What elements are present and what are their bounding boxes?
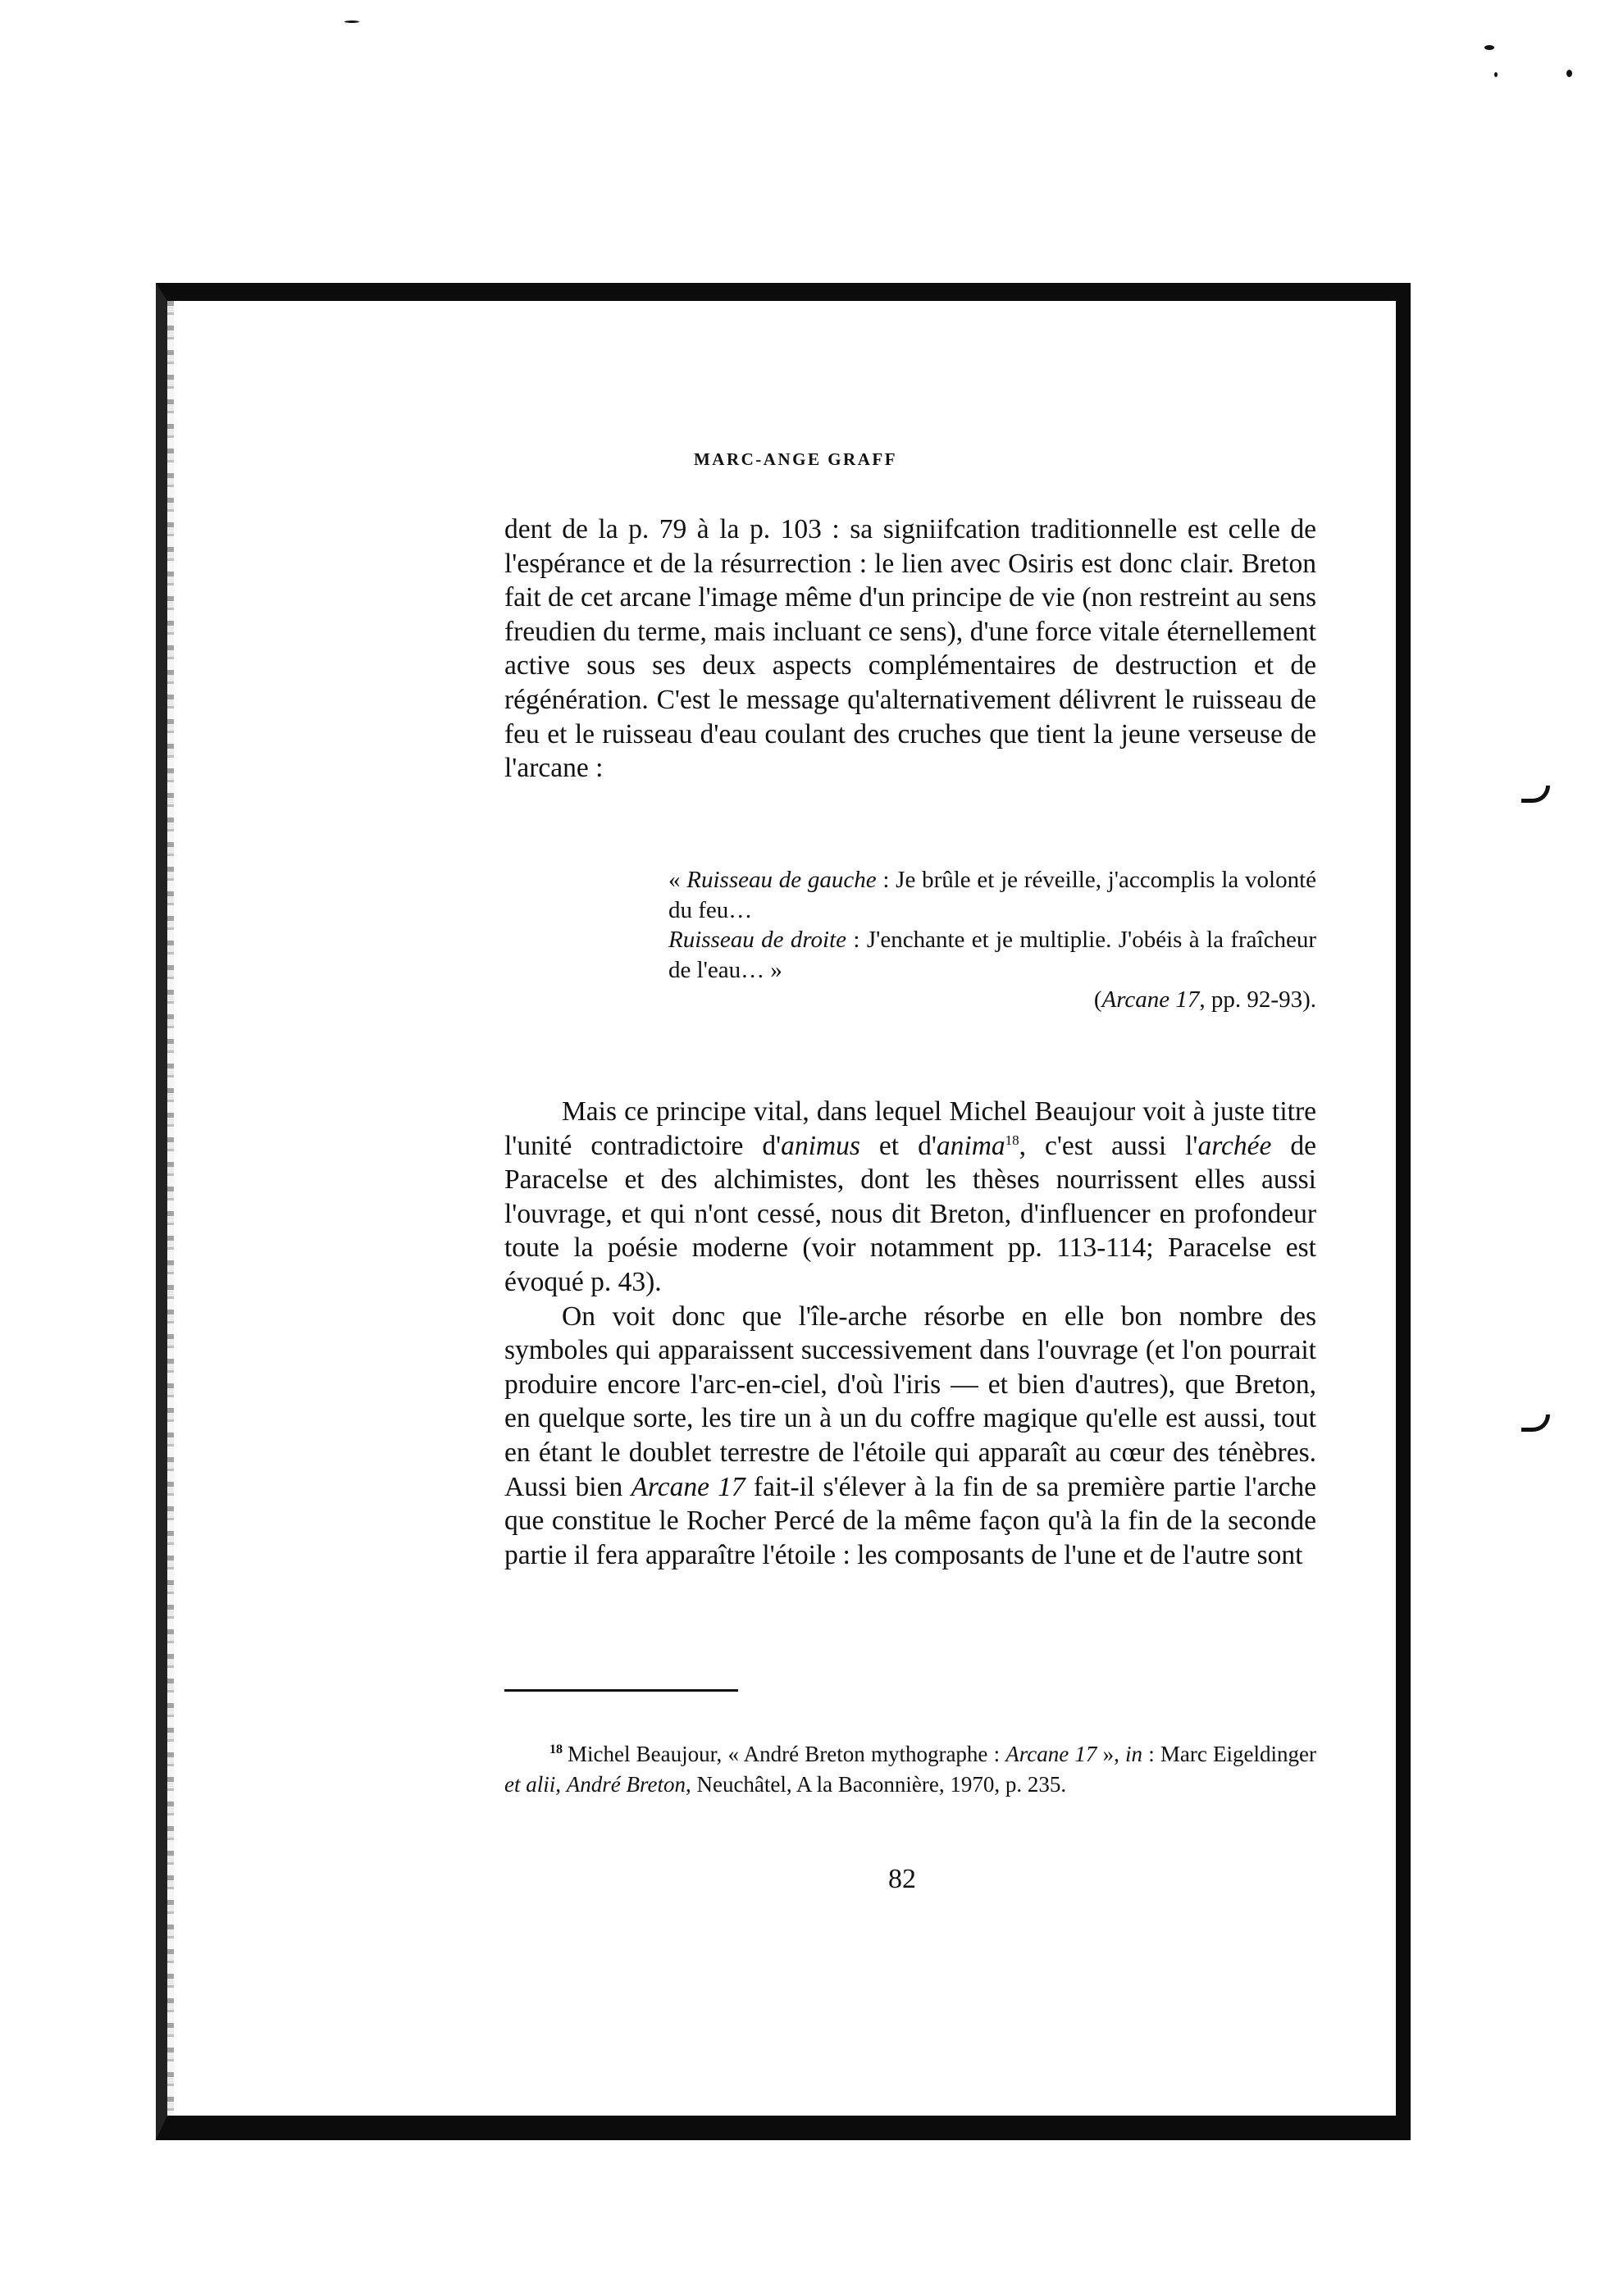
footnote-rule [504, 1689, 738, 1692]
quote-line: « Ruisseau de gauche : Je brûle et je réveille, j'accomplis la volonté du feu… [668, 867, 1317, 923]
paragraph-text: dent de la p. 79 à la p. 103 : sa signiifcation traditionnelle est celle de l'espérance et de la résurrection : le lien avec Osiris est donc clair. Breton fait de cet arcane l'image même d'un principe de vie (non restreint au sens freudien du terme, mais incluant ce sens), d'une force vitale éternellement active sous ses deux aspects complémentaires de destruction et de régénération. C'est le message qu'alternativement délivrent le ruisseau de feu et le ruisseau d'eau coulant des cruches que tient la jeune verseuse de l'arcane : [504, 514, 1316, 784]
scan-edge-artifact [167, 301, 174, 2116]
footnote-number: 18 [549, 1742, 563, 1756]
footnote-ref[interactable]: 18 [1005, 1132, 1019, 1148]
scan-speck [344, 20, 359, 23]
footnote: $^{18}$ Michel Beaujour, « André Breton mythographe : Arcane 17 », in : Marc Eigeldinger et alii, André Breton, Neuchâtel, A la Baconnière, 1970, p. 235. [504, 1742, 1316, 1797]
margin-check-mark [1521, 1414, 1550, 1432]
paragraph-text: On voit donc que l'île-arche résorbe en elle bon nombre des symboles qui apparaissent successivement dans l'ouvrage (et l'on pourrait produire encore l'arc-en-ciel, d'où l'iris — et bien d'autres), que Breton, en quelque sorte, les tire un à un du coffre magique qu'elle est aussi, tout en étant le doublet terrestre de l'étoile qui apparaît au cœur des ténèbres. Aussi bien Arcane 17 fait-il s'élever à la fin de sa première partie l'arche que constitue le Rocher Percé de la même façon qu'à la fin de la seconde partie il fera apparaître l'étoile : les composants de l'une et de l'autre sont [504, 1301, 1317, 1570]
paragraph-text: Mais ce principe vital, dans lequel Michel Beaujour voit à juste titre l'unité contradictoire d'animus et d'anima$^{18}$, c'est aussi l'archée de Paracelse et des alchimistes, dont les thèses nourrissent elles aussi l'ouvrage, et qui n'ont cessé, nous dit Breton, d'influencer en profondeur toute la poésie moderne (voir notamment pp. 113-114; Paracelse est évoqué p. 43). [504, 1096, 1316, 1297]
scan-speck [1494, 72, 1498, 77]
page-number: 82 [888, 1864, 916, 1894]
scan-speck [1566, 70, 1572, 77]
quote-line: Ruisseau de droite : J'enchante et je multiplie. J'obéis à la fraîcheur de l'eau… » [668, 927, 1316, 983]
running-head: MARC-ANGE GRAFF [693, 449, 898, 469]
paragraph-top [504, 512, 1316, 786]
quote-source: (Arcane 17, pp. 92-93). [1093, 986, 1316, 1013]
block-quote [668, 865, 1316, 1015]
margin-check-mark [1521, 786, 1550, 803]
paragraph-principe-vital [504, 1095, 1316, 1572]
scan-speck [1484, 45, 1494, 50]
